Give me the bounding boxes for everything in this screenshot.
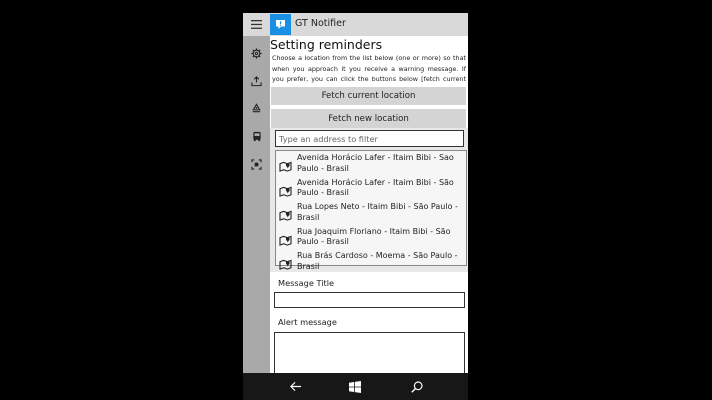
title-bar xyxy=(243,13,468,36)
scan-icon[interactable] xyxy=(243,155,270,173)
map-pin-icon xyxy=(279,231,292,242)
system-nav-bar xyxy=(243,373,468,400)
location-address: Rua Lopes Neto - Itaim Bibi - São Paulo - Brasil xyxy=(297,202,458,222)
map-pin-icon xyxy=(279,157,292,168)
map-pin-icon xyxy=(279,182,292,193)
page-title: Setting reminders xyxy=(270,37,383,52)
page-description: Choose a location from the list below (one or more) so that when you approach it you receive a warning message. If you prefer, you can click the buttons below [fetch current xyxy=(272,54,466,84)
search-icon[interactable] xyxy=(397,373,437,400)
location-address: Rua Brás Cardoso - Moema - São Paulo - Brasil xyxy=(297,251,458,271)
hamburger-icon[interactable] xyxy=(243,13,270,36)
app-logo-icon xyxy=(270,14,291,35)
windows-icon[interactable] xyxy=(335,373,375,400)
map-pin-icon xyxy=(279,206,292,217)
location-address: Avenida Horácio Lafer - Itaim Bibi - Sao Paulo - Brasil xyxy=(297,153,454,173)
alert-message-label: Alert message xyxy=(278,317,337,327)
location-list-item[interactable] xyxy=(276,225,466,250)
upload-icon[interactable] xyxy=(243,72,270,90)
map-pin-icon xyxy=(279,255,292,266)
bus-icon[interactable] xyxy=(243,127,270,145)
app-title: GT Notifier xyxy=(295,18,346,29)
recycle-icon[interactable] xyxy=(243,99,270,117)
main-content xyxy=(270,36,468,373)
gear-icon[interactable] xyxy=(243,44,270,62)
location-filter-panel xyxy=(270,128,468,272)
location-list-item[interactable] xyxy=(276,151,466,176)
location-list-item[interactable] xyxy=(276,176,466,201)
location-address: Avenida Horácio Lafer - Itaim Bibi - São Paulo - Brasil xyxy=(297,177,454,198)
fetch-current-location-button[interactable]: Fetch current location xyxy=(271,87,466,105)
sidebar xyxy=(243,36,270,373)
address-filter-input[interactable] xyxy=(275,130,464,147)
location-list-item[interactable] xyxy=(276,200,466,225)
phone-screen xyxy=(243,13,468,400)
location-list[interactable] xyxy=(275,150,467,271)
back-arrow-icon[interactable] xyxy=(275,373,315,400)
message-title-label: Message Title xyxy=(278,278,335,288)
location-list-item[interactable] xyxy=(276,249,466,274)
location-address: Rua Joaquim Floriano - Itaim Bibi - São Paulo - Brasil xyxy=(297,226,451,247)
fetch-new-location-button[interactable]: Fetch new location xyxy=(271,109,466,128)
message-title-input[interactable] xyxy=(274,292,465,308)
